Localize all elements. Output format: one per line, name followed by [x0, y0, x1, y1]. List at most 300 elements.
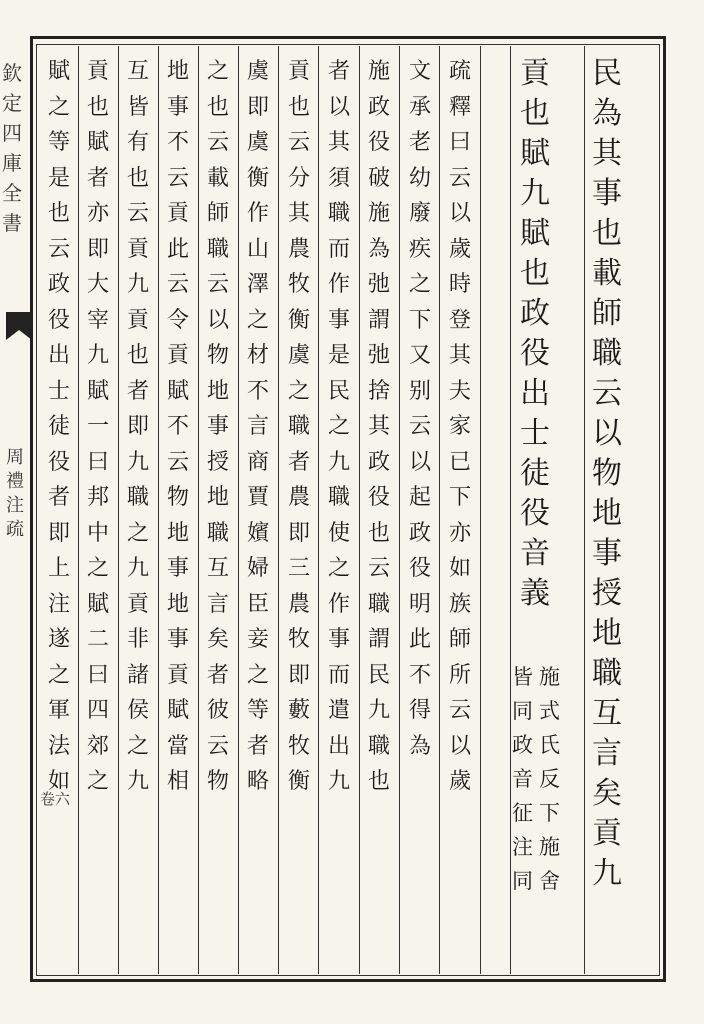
glyph: 政 — [368, 94, 391, 120]
glyph: 民 — [592, 56, 622, 91]
glyph: 亦 — [87, 201, 110, 226]
text-column-11 — [127, 54, 149, 800]
glyph: 不 — [409, 662, 432, 688]
glyph: 令 — [167, 307, 190, 333]
column-rule — [238, 46, 239, 974]
glyph: 之 — [288, 378, 311, 404]
glyph: 云 — [207, 733, 230, 759]
glyph: 之 — [247, 662, 270, 688]
glyph: 非 — [127, 627, 150, 652]
glyph: 是 — [48, 165, 71, 191]
glyph: 等 — [48, 130, 71, 155]
glyph: 地 — [592, 496, 622, 531]
glyph: 載 — [207, 165, 230, 191]
glyph: 也 — [368, 520, 391, 546]
glyph: 貢 — [167, 343, 190, 368]
glyph: 等 — [247, 698, 270, 723]
glyph: 出 — [48, 343, 71, 368]
glyph: 如 — [48, 769, 71, 794]
glyph: 歲 — [449, 769, 472, 794]
glyph: 藪 — [288, 698, 311, 723]
column-rule — [480, 46, 481, 974]
glyph: 賦 — [520, 216, 550, 251]
glyph: 賦 — [87, 130, 110, 155]
glyph: 職 — [288, 414, 311, 439]
glyph: 定 — [2, 91, 22, 115]
glyph: 文 — [409, 59, 432, 84]
text-column-10 — [167, 54, 189, 800]
glyph: 牧 — [288, 627, 311, 652]
glyph: 皆 — [127, 94, 150, 120]
glyph: 此 — [167, 236, 190, 262]
glyph: 即 — [87, 236, 110, 262]
glyph: 也 — [520, 256, 550, 291]
glyph: 徒 — [48, 414, 71, 439]
fish-tail-mark-icon — [6, 312, 32, 340]
glyph: 賦 — [520, 136, 550, 171]
glyph: 起 — [409, 485, 432, 510]
glyph: 九 — [328, 769, 351, 794]
glyph: 役 — [48, 307, 71, 333]
glyph: 為 — [409, 733, 432, 759]
text-column-12 — [87, 54, 109, 800]
glyph: 明 — [409, 591, 432, 617]
glyph: 其 — [368, 414, 391, 439]
yinyi-note-left — [512, 660, 533, 898]
glyph: 注 — [6, 495, 24, 516]
column-rule — [359, 46, 360, 974]
glyph: 之 — [207, 59, 230, 84]
glyph: 云 — [167, 449, 190, 475]
glyph: 授 — [207, 449, 230, 475]
glyph: 矣 — [207, 627, 230, 652]
glyph: 之 — [247, 307, 270, 333]
glyph: 云 — [207, 130, 230, 155]
glyph: 地 — [167, 59, 190, 84]
glyph: 如 — [449, 556, 472, 581]
glyph: 同 — [512, 869, 533, 893]
text-column-8 — [247, 54, 269, 800]
glyph: 嬪 — [247, 520, 270, 546]
glyph: 也 — [592, 216, 622, 251]
glyph: 政 — [409, 520, 432, 546]
glyph: 者 — [207, 662, 230, 688]
glyph: 弛 — [368, 272, 391, 297]
glyph: 職 — [368, 591, 391, 617]
text-column-3 — [449, 54, 471, 800]
text-column-9 — [207, 54, 229, 800]
glyph: 政 — [520, 296, 550, 331]
glyph: 謂 — [368, 307, 391, 333]
glyph: 貢 — [87, 59, 110, 84]
glyph: 疏 — [449, 59, 472, 84]
glyph: 材 — [247, 343, 270, 368]
glyph: 物 — [167, 485, 190, 510]
glyph: 九 — [127, 272, 150, 297]
glyph: 作 — [247, 201, 270, 226]
glyph: 大 — [87, 272, 110, 297]
glyph: 牧 — [288, 733, 311, 759]
glyph: 以 — [592, 416, 622, 451]
glyph: 九 — [127, 769, 150, 794]
glyph: 登 — [449, 307, 472, 333]
glyph: 施 — [368, 201, 391, 226]
glyph: 澤 — [247, 272, 270, 297]
glyph: 賦 — [87, 378, 110, 404]
glyph: 互 — [207, 556, 230, 581]
glyph: 即 — [288, 520, 311, 546]
glyph: 施 — [539, 665, 560, 689]
glyph: 不 — [167, 130, 190, 155]
glyph: 賦 — [167, 378, 190, 404]
column-rule — [278, 46, 279, 974]
glyph: 政 — [368, 449, 391, 475]
glyph: 職 — [328, 201, 351, 226]
glyph: 郊 — [87, 733, 110, 759]
glyph: 四 — [2, 121, 22, 145]
glyph: 也 — [520, 96, 550, 131]
glyph: 者 — [288, 449, 311, 475]
column-rule — [439, 46, 440, 974]
glyph: 地 — [167, 520, 190, 546]
glyph: 其 — [328, 130, 351, 155]
glyph: 皆 — [512, 665, 533, 689]
glyph: 遂 — [48, 627, 71, 652]
glyph: 四 — [87, 698, 110, 723]
glyph: 禮 — [6, 471, 24, 492]
glyph: 師 — [207, 201, 230, 226]
glyph: 事 — [167, 556, 190, 581]
glyph: 者 — [48, 485, 71, 510]
glyph: 牧 — [288, 272, 311, 297]
glyph: 當 — [167, 733, 190, 759]
glyph: 政 — [48, 272, 71, 297]
glyph: 有 — [127, 130, 150, 155]
margin-collection-title — [2, 58, 22, 238]
glyph: 氏 — [539, 733, 560, 757]
glyph: 作 — [328, 591, 351, 617]
glyph: 云 — [207, 272, 230, 297]
glyph: 貢 — [127, 307, 150, 333]
glyph: 也 — [207, 94, 230, 120]
glyph: 所 — [449, 662, 472, 688]
glyph: 也 — [48, 201, 71, 226]
glyph: 賈 — [247, 485, 270, 510]
glyph: 亦 — [449, 520, 472, 546]
glyph: 之 — [127, 520, 150, 546]
glyph: 臣 — [247, 591, 270, 617]
glyph: 九 — [127, 556, 150, 581]
glyph: 不 — [167, 414, 190, 439]
glyph: 授 — [592, 576, 622, 611]
glyph: 賦 — [87, 591, 110, 617]
glyph: 貢 — [127, 591, 150, 617]
glyph: 貢 — [520, 56, 550, 91]
glyph: 出 — [520, 376, 550, 411]
glyph: 中 — [87, 520, 110, 546]
glyph: 即 — [127, 414, 150, 439]
glyph: 也 — [127, 343, 150, 368]
glyph: 事 — [207, 414, 230, 439]
glyph: 云 — [409, 414, 432, 439]
text-column-6 — [328, 54, 350, 800]
glyph: 義 — [520, 576, 550, 611]
glyph: 妾 — [247, 627, 270, 652]
glyph: 貢 — [592, 816, 622, 851]
glyph: 矣 — [592, 776, 622, 811]
glyph: 舍 — [539, 869, 560, 893]
glyph: 作 — [328, 272, 351, 297]
glyph: 諸 — [127, 662, 150, 688]
glyph: 也 — [127, 165, 150, 191]
glyph: 下 — [409, 307, 432, 333]
glyph: 職 — [127, 485, 150, 510]
glyph: 庫 — [2, 151, 22, 175]
glyph: 互 — [592, 696, 622, 731]
glyph: 三 — [288, 556, 311, 581]
glyph: 之 — [127, 733, 150, 759]
glyph: 九 — [592, 856, 622, 891]
glyph: 出 — [328, 733, 351, 759]
glyph: 師 — [449, 627, 472, 652]
glyph: 歲 — [449, 236, 472, 262]
text-column-13 — [48, 54, 70, 800]
glyph: 承 — [409, 94, 432, 120]
glyph: 之 — [48, 94, 71, 120]
glyph: 曰 — [87, 662, 110, 688]
text-column-5 — [368, 54, 390, 800]
glyph: 又 — [409, 343, 432, 368]
glyph: 婦 — [247, 556, 270, 581]
glyph: 之 — [328, 414, 351, 439]
text-column-1 — [592, 54, 622, 894]
glyph: 山 — [247, 236, 270, 262]
glyph: 邦 — [87, 485, 110, 510]
yinyi-label — [520, 534, 550, 614]
glyph: 也 — [87, 94, 110, 120]
glyph: 施 — [539, 835, 560, 859]
glyph: 以 — [328, 94, 351, 120]
glyph: 時 — [449, 272, 472, 297]
glyph: 曰 — [449, 130, 472, 155]
glyph: 地 — [207, 485, 230, 510]
glyph: 言 — [247, 414, 270, 439]
glyph: 師 — [592, 296, 622, 331]
column-rule — [158, 46, 159, 974]
yinyi-note-right — [539, 660, 560, 898]
glyph: 也 — [368, 769, 391, 794]
glyph: 者 — [87, 165, 110, 191]
glyph: 賦 — [48, 59, 71, 84]
glyph: 之 — [409, 272, 432, 297]
glyph: 書 — [2, 211, 22, 235]
glyph: 二 — [87, 627, 110, 652]
margin-page-number: 卷六 — [40, 790, 71, 808]
glyph: 遣 — [328, 698, 351, 723]
glyph: 衡 — [288, 769, 311, 794]
glyph: 職 — [207, 236, 230, 262]
glyph: 釋 — [449, 94, 472, 120]
column-rule — [198, 46, 199, 974]
glyph: 即 — [247, 94, 270, 120]
glyph: 職 — [368, 733, 391, 759]
glyph: 也 — [288, 94, 311, 120]
glyph: 此 — [409, 627, 432, 652]
glyph: 云 — [368, 556, 391, 581]
glyph: 全 — [2, 181, 22, 205]
glyph: 役 — [48, 449, 71, 475]
glyph: 士 — [520, 416, 550, 451]
glyph: 言 — [592, 736, 622, 771]
glyph: 九 — [520, 176, 550, 211]
glyph: 政 — [512, 733, 533, 757]
glyph: 言 — [207, 591, 230, 617]
glyph: 役 — [520, 496, 550, 531]
glyph: 須 — [328, 165, 351, 191]
glyph: 衡 — [288, 307, 311, 333]
glyph: 族 — [449, 591, 472, 617]
margin-book-title — [6, 446, 24, 542]
glyph: 疏 — [6, 519, 24, 540]
glyph: 賦 — [167, 698, 190, 723]
glyph: 士 — [48, 378, 71, 404]
text-column-4 — [409, 54, 431, 764]
glyph: 侯 — [127, 698, 150, 723]
glyph: 役 — [368, 130, 391, 155]
glyph: 謂 — [368, 627, 391, 652]
glyph: 曰 — [87, 449, 110, 475]
glyph: 九 — [127, 449, 150, 475]
glyph: 事 — [328, 307, 351, 333]
glyph: 音 — [520, 536, 550, 571]
glyph: 弛 — [368, 343, 391, 368]
glyph: 者 — [127, 378, 150, 404]
glyph: 者 — [328, 59, 351, 84]
glyph: 施 — [368, 59, 391, 84]
glyph: 事 — [167, 94, 190, 120]
glyph: 物 — [207, 769, 230, 794]
glyph: 使 — [328, 520, 351, 546]
glyph: 上 — [48, 556, 71, 581]
glyph: 九 — [328, 449, 351, 475]
glyph: 而 — [328, 236, 351, 262]
glyph: 幼 — [409, 165, 432, 191]
text-column-2 — [520, 54, 550, 614]
glyph: 農 — [288, 485, 311, 510]
glyph: 事 — [167, 627, 190, 652]
glyph: 云 — [167, 165, 190, 191]
glyph: 為 — [592, 96, 622, 131]
column-rule — [318, 46, 319, 974]
glyph: 虞 — [247, 130, 270, 155]
glyph: 已 — [449, 449, 472, 475]
glyph: 事 — [592, 536, 622, 571]
glyph: 而 — [328, 662, 351, 688]
glyph: 云 — [592, 376, 622, 411]
glyph: 虞 — [247, 59, 270, 84]
glyph: 反 — [539, 767, 560, 791]
glyph: 物 — [207, 343, 230, 368]
column-rule — [78, 46, 79, 974]
glyph: 即 — [288, 662, 311, 688]
glyph: 貢 — [167, 662, 190, 688]
glyph: 一 — [87, 414, 110, 439]
text-column-7 — [288, 54, 310, 800]
glyph: 役 — [409, 556, 432, 581]
glyph: 貢 — [167, 201, 190, 226]
column-rule — [118, 46, 119, 974]
column-rule — [399, 46, 400, 974]
glyph: 徒 — [520, 456, 550, 491]
glyph: 以 — [449, 201, 472, 226]
glyph: 載 — [592, 256, 622, 291]
glyph: 役 — [368, 485, 391, 510]
glyph: 夫 — [449, 378, 472, 404]
glyph: 家 — [449, 414, 472, 439]
glyph: 貢 — [127, 236, 150, 262]
glyph: 地 — [167, 591, 190, 617]
glyph: 同 — [512, 699, 533, 723]
glyph: 以 — [207, 307, 230, 333]
glyph: 以 — [449, 733, 472, 759]
glyph: 物 — [592, 456, 622, 491]
glyph: 下 — [539, 801, 560, 825]
glyph: 民 — [328, 378, 351, 404]
glyph: 云 — [127, 201, 150, 226]
glyph: 周 — [6, 447, 24, 468]
glyph: 商 — [247, 449, 270, 475]
glyph: 破 — [368, 165, 391, 191]
glyph: 彼 — [207, 698, 230, 723]
glyph: 職 — [207, 520, 230, 546]
glyph: 其 — [288, 201, 311, 226]
glyph: 下 — [449, 485, 472, 510]
glyph: 之 — [48, 662, 71, 688]
glyph: 得 — [409, 698, 432, 723]
glyph: 欽 — [2, 61, 22, 85]
glyph: 注 — [512, 835, 533, 859]
glyph: 役 — [520, 336, 550, 371]
glyph: 之 — [328, 556, 351, 581]
glyph: 事 — [592, 176, 622, 211]
glyph: 捨 — [368, 378, 391, 404]
glyph: 地 — [592, 616, 622, 651]
glyph: 老 — [409, 130, 432, 155]
glyph: 不 — [247, 378, 270, 404]
glyph: 相 — [167, 769, 190, 794]
glyph: 衡 — [247, 165, 270, 191]
column-rule — [584, 46, 585, 974]
glyph: 云 — [449, 698, 472, 723]
glyph: 是 — [328, 343, 351, 368]
glyph: 虞 — [288, 343, 311, 368]
glyph: 地 — [207, 378, 230, 404]
glyph: 為 — [368, 236, 391, 262]
glyph: 事 — [328, 627, 351, 652]
glyph: 注 — [48, 591, 71, 617]
glyph: 宰 — [87, 307, 110, 333]
glyph: 略 — [247, 769, 270, 794]
glyph: 之 — [87, 769, 110, 794]
glyph: 職 — [592, 336, 622, 371]
glyph: 其 — [449, 343, 472, 368]
glyph: 分 — [288, 165, 311, 191]
glyph: 貢 — [288, 59, 311, 84]
glyph: 云 — [288, 130, 311, 155]
glyph: 征 — [512, 801, 533, 825]
glyph: 云 — [449, 165, 472, 191]
yinyi-double-note — [512, 660, 560, 898]
